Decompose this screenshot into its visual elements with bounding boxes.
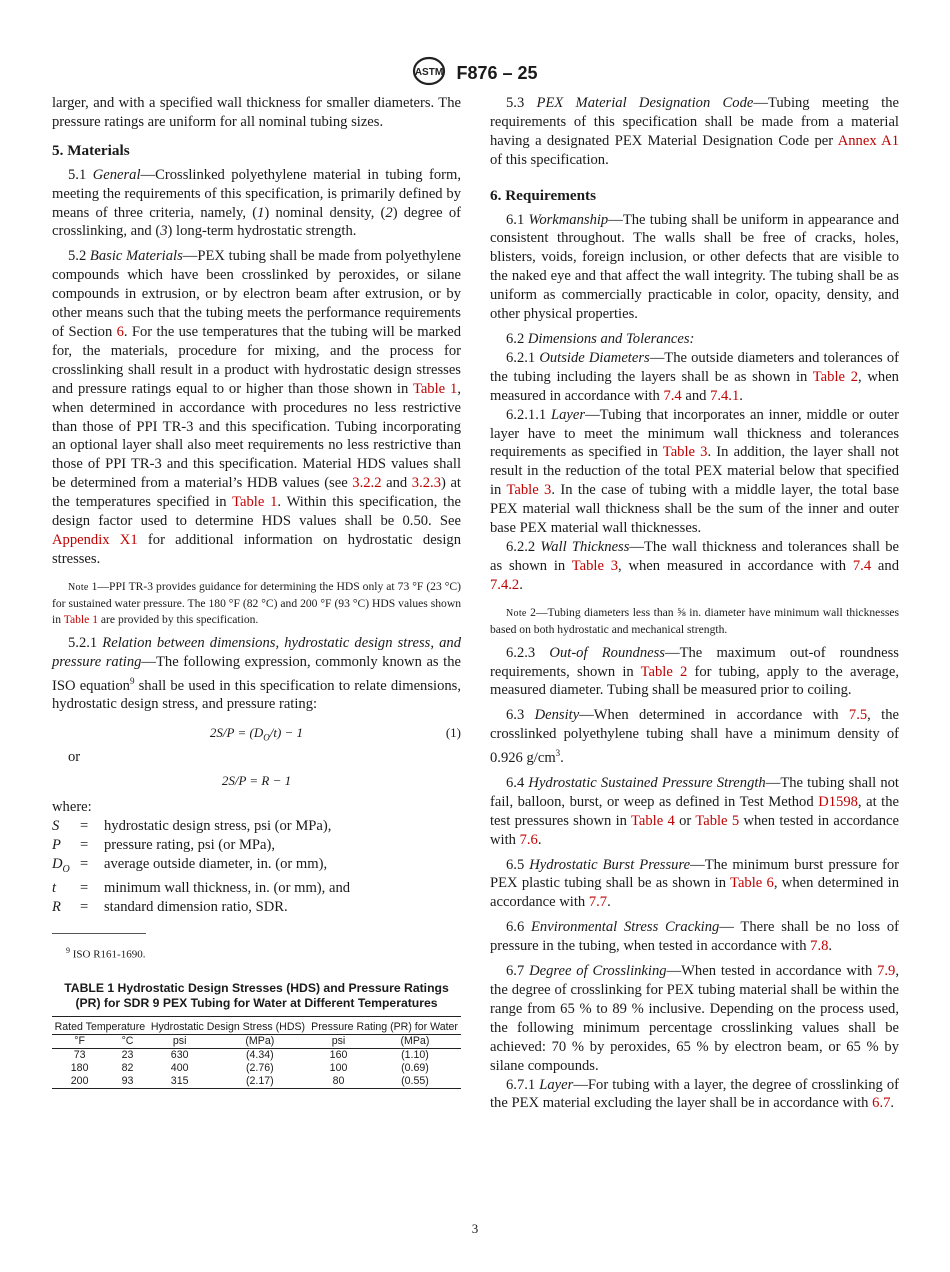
table-cell: 180 [70, 1061, 89, 1074]
ref-link[interactable]: Table 2 [812, 368, 858, 385]
left-column [52, 94, 461, 1089]
page-header [0, 56, 950, 91]
unit-cell: (MPa) [369, 1034, 461, 1048]
ref-link[interactable]: Table 5 [695, 812, 740, 829]
table-cell: 400 [170, 1061, 189, 1074]
definition-equals: = [80, 818, 89, 835]
unit-cell: °C [107, 1034, 148, 1048]
ref-link[interactable]: Table 1 [232, 494, 278, 511]
document-designation: F876 – 25 [456, 63, 538, 83]
table-row [52, 1062, 461, 1075]
astm-logo-icon [412, 56, 446, 91]
ref-link[interactable]: 7.9 [877, 963, 896, 980]
ref-link[interactable]: 3.2.3 [411, 475, 441, 492]
para-6-1: 6.1 Workmanship—The tubing shall be uniform in appearance and consistent throughout. The walls shall be free of cracks, holes, blisters, voids, foreign inclusion, or other defects that are visible to the naked eye and that affect the wall integrity. The tubing shall be as uniform as commercially practicable in color, opacity, density, and other physical properties. [490, 211, 899, 323]
definition-equals: = [80, 856, 89, 873]
table-cell: 100 [329, 1061, 348, 1074]
right-column [490, 94, 899, 1113]
table-cell: 315 [148, 1075, 212, 1089]
table-cell: (2.17) [212, 1075, 309, 1089]
definition-symbol: P [52, 837, 61, 854]
ref-link[interactable]: Appendix X1 [52, 531, 138, 548]
table-cell: (1.10) [369, 1048, 461, 1062]
table-1-caption: TABLE 1 Hydrostatic Design Stresses (HDS) and Pressure Ratings (PR) for SDR 9 PEX Tubing for Water at Different Temperatures [64, 980, 449, 1011]
table-cell: 200 [52, 1075, 107, 1089]
ref-link[interactable]: Table 1 [63, 612, 98, 626]
para-6-7-1: 6.7.1 Layer—For tubing with a layer, the degree of crosslinking of the PEX material excluding the layer shall be in accordance with 6.7. [490, 1076, 899, 1112]
unit-cell: psi [148, 1034, 212, 1048]
note-2: Note 2—Tubing diameters less than ⅝ in. diameter have minimum wall thicknesses based on both hydrostatic and mechanical strength. [490, 605, 899, 636]
definition-row [52, 855, 350, 879]
table-1 [52, 1016, 461, 1089]
ref-link[interactable]: Table 3 [662, 444, 708, 461]
ref-link[interactable]: 7.4 [663, 387, 682, 404]
definition-equals: = [80, 837, 89, 854]
ref-link[interactable]: 7.4.1 [710, 387, 740, 404]
section-5-heading: 5. Materials [52, 141, 130, 159]
para-6-2-3: 6.2.3 Out-of Roundness—The maximum out-of roundness requirements, shown in Table 2 for tubing, apply to the average, measured diameter. Tubing shall be measured prior to coiling. [490, 644, 899, 699]
ref-link[interactable]: Table 2 [640, 663, 688, 680]
definition-text: pressure rating, psi (or MPa), [104, 837, 276, 854]
definition-text: average outside diameter, in. (or mm), [104, 856, 328, 873]
footnote-rule [52, 933, 146, 934]
page-number: 3 [471, 1221, 479, 1236]
para-6-5: 6.5 Hydrostatic Burst Pressure—The minimum burst pressure for PEX plastic tubing shall be as shown in Table 6, when determined in accordance with 7.7. [490, 856, 900, 911]
table-cell: 160 [308, 1048, 369, 1062]
table-cell: 82 [121, 1061, 134, 1074]
definition-text: standard dimension ratio, SDR. [104, 899, 288, 916]
para-6-2: 6.2 Dimensions and Tolerances: [506, 330, 695, 347]
table-cell: 23 [107, 1048, 148, 1062]
definition-row [52, 836, 350, 855]
intro-paragraph: larger, and with a specified wall thickness for smaller diameters. The pressure ratings are uniform for all nominal tubing sizes. [52, 95, 461, 130]
ref-link[interactable]: 7.7 [588, 894, 608, 911]
table-cell: (2.76) [245, 1061, 274, 1074]
para-5-2: 5.2 Basic Materials—PEX tubing shall be made from polyethylene compounds which have been crosslinked by peroxides, or silane compounds in extrusion, or by electron beam after extrusion, or by other means such that the tubing meets the performance requirements of Section 6. For the use temperatures that the tubing will be marked for, the materials, procedure for mixing, and the process for crosslinking shall result in a product with hydrostatic design stresses and pressure ratings equal to or higher than those shown in Table 1, when determined in accordance with procedures no less restrictive than those of PPI TR-3 and this specification. Tubing incorporating an optional layer shall also meet requirements no less restrictive than those of PPI TR-3 and this specification. Material HDS values shall be determined from a material’s HDB values (see 3.2.2 and 3.2.3) at the temperatures specified in Table 1. Within this specification, the design factor used to determine HDS values shall be 0.50. See Appendix X1 for additional information on hydrostatic design stresses. [52, 248, 462, 567]
table-cell: 73 [52, 1048, 107, 1062]
definition-symbol: R [52, 899, 61, 916]
ref-link[interactable]: D1598 [818, 793, 858, 810]
equation-1: $2S/P = (D_O/t) - 1$ (1) [52, 720, 461, 746]
definitions-list [52, 817, 350, 917]
definition-text: hydrostatic design stress, psi (or MPa), [104, 818, 332, 835]
definition-symbol: t [52, 880, 57, 897]
table-cell: (4.34) [212, 1048, 309, 1062]
unit-cell: °F [52, 1034, 107, 1048]
table-cell: 93 [107, 1075, 148, 1089]
section-6-heading: 6. Requirements [490, 186, 597, 204]
table-row [52, 1075, 461, 1089]
units-row [52, 1034, 461, 1048]
table-row [52, 1048, 461, 1062]
or-label: or [68, 749, 81, 766]
ref-link[interactable]: 7.6 [519, 831, 538, 848]
definition-row [52, 898, 350, 917]
table-cell: (0.55) [369, 1075, 461, 1089]
unit-cell: psi [308, 1034, 369, 1048]
para-6-6: 6.6 Environmental Stress Cracking— There shall be no loss of pressure in the tubing, when tested in accordance with 7.8. [490, 919, 900, 955]
para-6-2-2: 6.2.2 Wall Thickness—The wall thickness and tolerances shall be as shown in Table 3, when measured in accordance with 7.4 and 7.4.2. [490, 538, 899, 593]
para-6-4: 6.4 Hydrostatic Sustained Pressure Strength—The tubing shall not fail, balloon, burst, or weep as defined in Test Method D1598, at the test pressures shown in Table 4 or Table 5 when tested in accordance with 7.6. [490, 774, 900, 848]
para-6-7: 6.7 Degree of Crosslinking—When tested in accordance with 7.9, the degree of crosslinking for PEX tubing material shall be within the range from 65 % to 89 % inclusive. Depending on the process used, the following minimum percentage crosslinking values shall be achieved: 70 % by peroxides, 65 % by electron beam, or 65 % by silane compounds. [490, 963, 900, 1074]
ref-link[interactable]: 7.8 [810, 938, 829, 955]
definition-symbol: S [52, 818, 60, 835]
table-cell: 80 [308, 1075, 369, 1089]
para-5-1: 5.1 General—Crosslinked polyethylene material in tubing form, meeting the requirements of this specification, is primarily defined by means of three criteria, namely, (1) nominal density, (2) degree of crosslinking, and (3) long-term hydrostatic strength. [52, 166, 462, 240]
svg-text:ASTM: ASTM [415, 67, 444, 78]
para-6-3: 6.3 Density—When determined in accordance with 7.5, the crosslinked polyethylene tubing shall have a minimum density of 0.926 $g/cm^3$. [490, 707, 899, 767]
ref-link[interactable]: Table 3 [506, 482, 552, 499]
ref-link[interactable]: Table 6 [730, 875, 774, 892]
ref-link[interactable]: 3.2.2 [352, 475, 382, 492]
ref-link[interactable]: Table 3 [571, 557, 619, 574]
ref-link[interactable]: Table 4 [631, 812, 675, 829]
unit-cell: (MPa) [212, 1034, 309, 1048]
note-1: Note 1—PPI TR-3 provides guidance for determining the HDS only at 73 °F (23 °C) for sustained water pressure. The 180 °F (82 °C) and 200 °F (93 °C) HDS values shown in Table 1 are provided by this specification. [52, 579, 461, 626]
definition-equals: = [80, 899, 89, 916]
equation-number: (1) [445, 725, 461, 741]
footnote-9: $^9$ ISO R161-1690. [66, 946, 146, 961]
ref-link[interactable]: 6.7 [872, 1095, 891, 1112]
equation-2: 2S/P = R − 1 [221, 773, 292, 789]
definition-row [52, 817, 350, 836]
where-label: where: [52, 799, 92, 816]
ref-link[interactable]: Table 1 [412, 380, 458, 397]
ref-link[interactable]: 7.4 [852, 557, 872, 574]
definition-row [52, 879, 350, 898]
col-pressure-rating: Pressure Rating (PR) for Water [308, 1016, 461, 1034]
definition-equals: = [80, 880, 89, 897]
ref-link[interactable]: Annex A1 [837, 132, 900, 149]
ref-link[interactable]: 6 [116, 323, 124, 340]
para-6-2-1: 6.2.1 Outside Diameters—The outside diameters and tolerances of the tubing including the layers shall be as shown in Table 2, when measured in accordance with 7.4 and 7.4.1. [490, 349, 899, 404]
ref-link[interactable]: 7.4.2 [490, 576, 520, 593]
definition-text: minimum wall thickness, in. (or mm), and [104, 880, 351, 897]
definition-symbol: $D_O$ [52, 856, 70, 876]
para-6-2-1-1: 6.2.1.1 Layer—Tubing that incorporates an inner, middle or outer layer have to meet the minimum wall thickness and tolerances requirements as specified in Table 3. In addition, the layer shall not result in the reduction of the total PEX material below that specified in Table 3. In the case of tubing with a middle layer, the total base PEX material wall thickness shall be the sum of the inner and outer base PEX material wall thicknesses. [490, 406, 899, 537]
table-cell: (0.69) [401, 1061, 429, 1074]
col-rated-temperature: Rated Temperature [52, 1016, 148, 1034]
table-cell: 630 [148, 1048, 212, 1062]
col-hds: Hydrostatic Design Stress (HDS) [148, 1016, 308, 1034]
para-5-2-1: 5.2.1 Relation between dimensions, hydrostatic design stress, and pressure rating—The following expression, commonly known as the ISO equation$^9$ shall be used in this specification to relate dimensions, hydrostatic design stress, and pressure rating: [52, 634, 461, 713]
ref-link[interactable]: 7.5 [848, 707, 868, 724]
para-5-3: 5.3 PEX Material Designation Code—Tubing meeting the requirements of this specification shall be made from a material having a designated PEX Material Designation Code per Annex A1 of this specification. [490, 95, 900, 168]
